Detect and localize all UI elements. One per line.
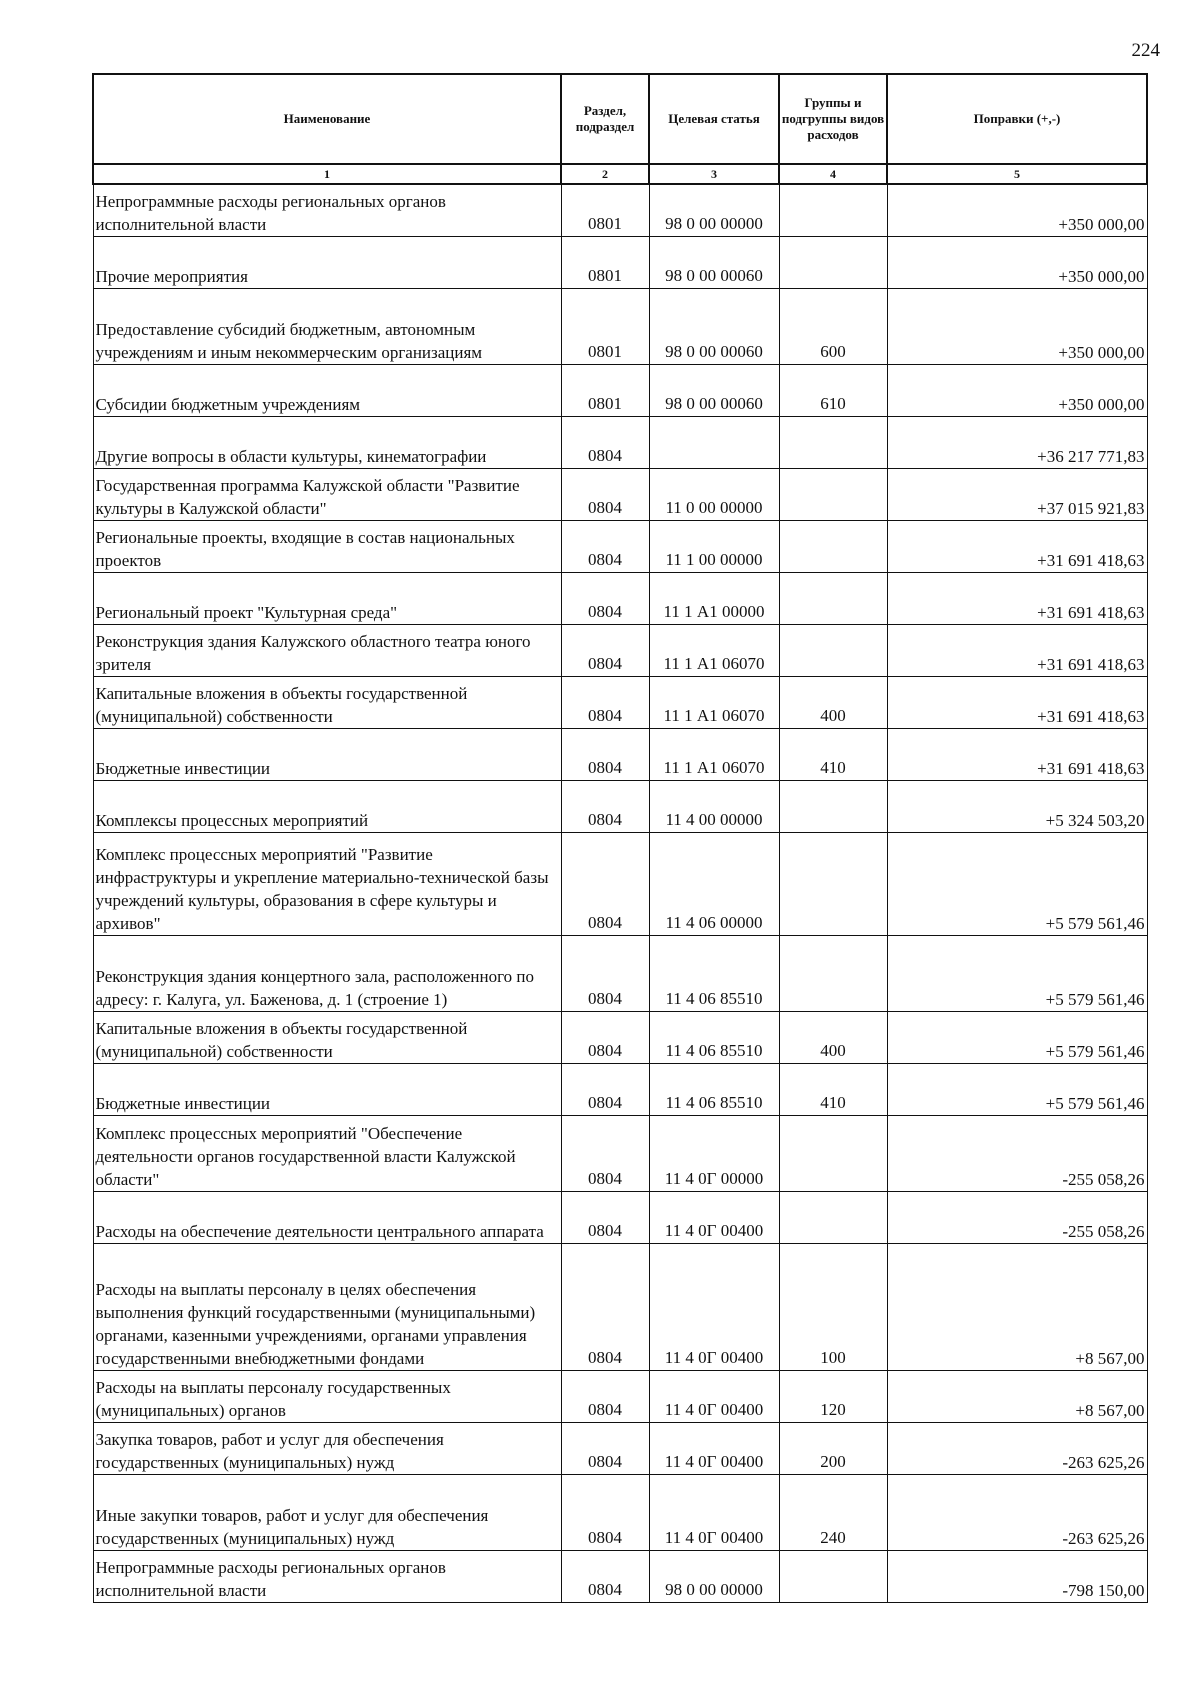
table-row [93,1116,1147,1192]
row-target-cell: 11 4 0Г 00400 [649,1244,779,1371]
row-target-cell: 98 0 00 00060 [649,289,779,365]
row-group-cell [779,573,887,625]
row-target-cell: 11 4 06 00000 [649,833,779,936]
row-amount-cell: +350 000,00 [887,289,1147,365]
table-row [93,1475,1147,1551]
row-group-cell [779,781,887,833]
row-amount-cell: +5 579 561,46 [887,1064,1147,1116]
row-amount-cell: -263 625,26 [887,1475,1147,1551]
row-name-cell: Бюджетные инвестиции [93,1064,561,1116]
row-section-cell: 0804 [561,469,649,521]
row-amount-cell: +31 691 418,63 [887,677,1147,729]
row-group-cell: 120 [779,1371,887,1423]
row-group-cell: 100 [779,1244,887,1371]
header-name: Наименование [93,74,561,164]
row-name-cell: Расходы на выплаты персоналу государственных (муниципальных) органов [93,1371,561,1423]
row-target-cell: 11 4 0Г 00400 [649,1371,779,1423]
row-section-cell: 0804 [561,833,649,936]
row-group-cell: 410 [779,1064,887,1116]
row-name-cell: Непрограммные расходы региональных органов исполнительной власти [93,184,561,237]
header-amendments: Поправки (+,-) [887,74,1147,164]
row-group-cell: 600 [779,289,887,365]
row-group-cell [779,1116,887,1192]
row-name-cell: Региональный проект "Культурная среда" [93,573,561,625]
row-target-cell: 11 4 0Г 00400 [649,1192,779,1244]
row-amount-cell: +5 324 503,20 [887,781,1147,833]
row-target-cell: 11 4 0Г 00000 [649,1116,779,1192]
table-row [93,677,1147,729]
row-target-cell: 11 4 0Г 00400 [649,1423,779,1475]
row-section-cell: 0804 [561,1116,649,1192]
row-name-cell: Реконструкция здания Калужского областного театра юного зрителя [93,625,561,677]
row-name-cell: Другие вопросы в области культуры, кинематографии [93,417,561,469]
column-number: 2 [561,164,649,184]
row-name-cell: Расходы на выплаты персоналу в целях обеспечения выполнения функций государственными (муниципальными) органами, казенными учреждениями, органами управления государственными внебюджетными фондами [93,1244,561,1371]
row-amount-cell: +31 691 418,63 [887,573,1147,625]
table-row [93,1551,1147,1603]
row-section-cell: 0804 [561,521,649,573]
row-target-cell [649,417,779,469]
row-name-cell: Иные закупки товаров, работ и услуг для обеспечения государственных (муниципальных) нужд [93,1475,561,1551]
row-section-cell: 0804 [561,1475,649,1551]
row-section-cell: 0804 [561,1551,649,1603]
row-section-cell: 0804 [561,781,649,833]
row-target-cell: 11 1 А1 00000 [649,573,779,625]
row-name-cell: Комплекс процессных мероприятий "Развитие инфраструктуры и укрепление материально-технической базы учреждений культуры, образования в сфере культуры и архивов" [93,833,561,936]
table-row [93,729,1147,781]
header-groups: Группы и подгруппы видов расходов [779,74,887,164]
row-target-cell: 11 0 00 00000 [649,469,779,521]
row-section-cell: 0801 [561,289,649,365]
row-name-cell: Комплекс процессных мероприятий "Обеспечение деятельности органов государственной власти Калужской области" [93,1116,561,1192]
row-amount-cell: +5 579 561,46 [887,936,1147,1012]
row-group-cell [779,1551,887,1603]
table-row [93,289,1147,365]
row-section-cell: 0804 [561,1244,649,1371]
row-section-cell: 0804 [561,417,649,469]
row-name-cell: Расходы на обеспечение деятельности центрального аппарата [93,1192,561,1244]
row-target-cell: 11 4 06 85510 [649,1064,779,1116]
row-group-cell [779,237,887,289]
table-row [93,521,1147,573]
page-number: 224 [1131,40,1160,61]
row-amount-cell: +350 000,00 [887,184,1147,237]
row-name-cell: Предоставление субсидий бюджетным, автономным учреждениям и иным некоммерческим организациям [93,289,561,365]
row-name-cell: Государственная программа Калужской области "Развитие культуры в Калужской области" [93,469,561,521]
row-group-cell [779,833,887,936]
table-row [93,1192,1147,1244]
row-name-cell: Капитальные вложения в объекты государственной (муниципальной) собственности [93,677,561,729]
table-row [93,365,1147,417]
row-section-cell: 0804 [561,573,649,625]
row-section-cell: 0804 [561,625,649,677]
row-section-cell: 0804 [561,1192,649,1244]
row-group-cell: 400 [779,677,887,729]
table-row [93,1012,1147,1064]
row-group-cell: 610 [779,365,887,417]
row-amount-cell: -255 058,26 [887,1192,1147,1244]
row-target-cell: 11 1 А1 06070 [649,677,779,729]
row-amount-cell: +36 217 771,83 [887,417,1147,469]
row-group-cell [779,1192,887,1244]
table-row [93,781,1147,833]
row-amount-cell: +8 567,00 [887,1371,1147,1423]
row-target-cell: 98 0 00 00000 [649,1551,779,1603]
row-amount-cell: -263 625,26 [887,1423,1147,1475]
row-section-cell: 0804 [561,729,649,781]
row-name-cell: Реконструкция здания концертного зала, расположенного по адресу: г. Калуга, ул. Баженова, д. 1 (строение 1) [93,936,561,1012]
row-group-cell [779,625,887,677]
table-row [93,417,1147,469]
column-number: 5 [887,164,1147,184]
column-number: 3 [649,164,779,184]
table-row [93,237,1147,289]
row-amount-cell: +31 691 418,63 [887,625,1147,677]
table-row [93,1244,1147,1371]
column-number-row [93,164,1147,184]
row-name-cell: Комплексы процессных мероприятий [93,781,561,833]
table-header-row [93,74,1147,164]
row-target-cell: 11 1 00 00000 [649,521,779,573]
row-group-cell: 400 [779,1012,887,1064]
row-target-cell: 11 4 06 85510 [649,1012,779,1064]
row-group-cell: 410 [779,729,887,781]
row-group-cell [779,521,887,573]
row-amount-cell: +5 579 561,46 [887,833,1147,936]
row-target-cell: 98 0 00 00060 [649,365,779,417]
table-row [93,833,1147,936]
row-target-cell: 11 1 А1 06070 [649,625,779,677]
row-target-cell: 11 4 06 85510 [649,936,779,1012]
row-name-cell: Прочие мероприятия [93,237,561,289]
row-target-cell: 11 4 00 00000 [649,781,779,833]
row-target-cell: 11 1 А1 06070 [649,729,779,781]
row-amount-cell: +31 691 418,63 [887,521,1147,573]
row-section-cell: 0801 [561,184,649,237]
row-name-cell: Региональные проекты, входящие в состав национальных проектов [93,521,561,573]
row-amount-cell: +5 579 561,46 [887,1012,1147,1064]
row-amount-cell: +31 691 418,63 [887,729,1147,781]
header-section: Раздел, подраздел [561,74,649,164]
row-section-cell: 0804 [561,1423,649,1475]
row-group-cell [779,469,887,521]
row-amount-cell: -255 058,26 [887,1116,1147,1192]
row-amount-cell: +37 015 921,83 [887,469,1147,521]
row-section-cell: 0804 [561,1012,649,1064]
header-target: Целевая статья [649,74,779,164]
column-number: 1 [93,164,561,184]
table-row [93,936,1147,1012]
row-target-cell: 98 0 00 00000 [649,184,779,237]
row-group-cell [779,184,887,237]
row-group-cell [779,417,887,469]
row-section-cell: 0804 [561,936,649,1012]
row-group-cell [779,936,887,1012]
row-name-cell: Бюджетные инвестиции [93,729,561,781]
table-row [93,184,1147,237]
row-amount-cell: +350 000,00 [887,237,1147,289]
row-target-cell: 11 4 0Г 00400 [649,1475,779,1551]
row-section-cell: 0801 [561,365,649,417]
table-row [93,573,1147,625]
row-amount-cell: +350 000,00 [887,365,1147,417]
row-group-cell: 200 [779,1423,887,1475]
row-name-cell: Закупка товаров, работ и услуг для обеспечения государственных (муниципальных) нужд [93,1423,561,1475]
table-row [93,625,1147,677]
row-amount-cell: -798 150,00 [887,1551,1147,1603]
row-section-cell: 0801 [561,237,649,289]
row-section-cell: 0804 [561,1064,649,1116]
row-section-cell: 0804 [561,677,649,729]
table-row [93,469,1147,521]
table-row [93,1064,1147,1116]
table-row [93,1371,1147,1423]
row-target-cell: 98 0 00 00060 [649,237,779,289]
row-name-cell: Непрограммные расходы региональных органов исполнительной власти [93,1551,561,1603]
row-section-cell: 0804 [561,1371,649,1423]
table-row [93,1423,1147,1475]
row-amount-cell: +8 567,00 [887,1244,1147,1371]
row-name-cell: Капитальные вложения в объекты государственной (муниципальной) собственности [93,1012,561,1064]
row-group-cell: 240 [779,1475,887,1551]
budget-amendments-table [92,73,1148,1603]
row-name-cell: Субсидии бюджетным учреждениям [93,365,561,417]
column-number: 4 [779,164,887,184]
